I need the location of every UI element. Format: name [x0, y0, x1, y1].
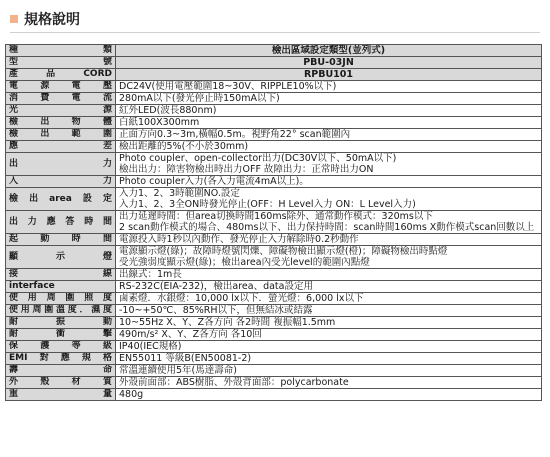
spec-label: 檢出物體 — [6, 117, 116, 129]
spec-label: 出力應答時間 — [6, 211, 116, 234]
spec-label: 入力 — [6, 176, 116, 188]
spec-row — [6, 117, 542, 129]
section-title: 規格說明 — [24, 12, 80, 28]
spec-value — [116, 188, 542, 211]
spec-value-line: 外殼前面部：ABS樹脂、外殼背面部：polycarbonate — [119, 377, 349, 388]
spec-label: 產品CORD — [6, 69, 116, 81]
spec-row — [6, 69, 542, 81]
spec-label: 耐振動 — [6, 317, 116, 329]
spec-label: 使用周圍照度 — [6, 293, 116, 305]
spec-value-line: RS-232C(EIA-232)，檢出area、data設定用 — [119, 281, 313, 292]
spec-value-line: 490m/s² X、Y、Z各方向 各10回 — [119, 329, 262, 340]
spec-label: 應差 — [6, 141, 116, 153]
spec-value-line: EN55011 等級B(EN50081-2) — [119, 353, 252, 364]
spec-value-line: 常溫連續使用5年(馬達壽命) — [119, 365, 237, 376]
spec-row — [6, 281, 542, 293]
spec-label: 消費電流 — [6, 93, 116, 105]
section-header — [10, 10, 80, 28]
spec-row — [6, 105, 542, 117]
spec-value-line: DC24V(使用電壓範圍18~30V、RIPPLE10%以下) — [119, 81, 337, 92]
spec-row — [6, 93, 542, 105]
spec-value-line: 2 scan動作模式的場合、480ms以下、出力保持時間：scan時間160ms X動作模式scan回數以上 — [119, 222, 535, 233]
spec-value-line: 紅外LED(波長880nm) — [119, 105, 217, 116]
spec-row — [6, 153, 542, 176]
spec-value — [116, 105, 542, 117]
spec-value — [116, 293, 542, 305]
spec-value-line: -10~+50℃、85%RH以下，但無結冰或結露 — [119, 305, 313, 316]
spec-value — [116, 81, 542, 93]
spec-value-line: 480g — [119, 389, 144, 400]
spec-value — [116, 341, 542, 353]
spec-row — [6, 269, 542, 281]
spec-value — [116, 129, 542, 141]
spec-table — [5, 44, 542, 401]
spec-value — [116, 365, 542, 377]
spec-value-line: 鹵素燈．水銀燈：10,000 lx以下．螢光燈：6,000 lx以下 — [119, 293, 364, 304]
spec-row — [6, 176, 542, 188]
spec-label: 壽命 — [6, 365, 116, 377]
spec-value-line: 入力1、2、3時範圍NO.設定 — [119, 188, 240, 199]
spec-row — [6, 141, 542, 153]
spec-value-line: 受光強弱度顯示燈(綠)；檢出area內受光level的範圍內點燈 — [119, 257, 370, 268]
spec-label: 出力 — [6, 153, 116, 176]
spec-value — [116, 117, 542, 129]
spec-value — [116, 153, 542, 176]
spec-row — [6, 341, 542, 353]
spec-row — [6, 293, 542, 305]
spec-row — [6, 234, 542, 246]
spec-value — [116, 269, 542, 281]
spec-value — [116, 93, 542, 105]
spec-row — [6, 305, 542, 317]
spec-row — [6, 188, 542, 211]
spec-row — [6, 377, 542, 389]
spec-row — [6, 389, 542, 401]
spec-value-line: 出線式：1m長 — [119, 269, 182, 280]
spec-label: 外殼材質 — [6, 377, 116, 389]
spec-value-line: Photo coupler入力(各入力電流4mA以上)。 — [119, 176, 309, 187]
spec-label: 顯示燈 — [6, 246, 116, 269]
spec-label: 接線 — [6, 269, 116, 281]
spec-value-line: 正面方向0.3~3m,橫幅0.5m。視野角22° scan範圍內 — [119, 129, 351, 140]
spec-label: 檢出area設定 — [6, 188, 116, 211]
spec-value-line: 電源顯示燈(綠)；故障時燈號閃爍、障礙物檢出顯示燈(橙)；障礙物檢出時點燈 — [119, 246, 448, 257]
spec-value-line: 檢出區域設定類型(並列式) — [271, 45, 386, 56]
spec-value-line: 檢出距離的5%(不小於30mm) — [119, 141, 249, 152]
spec-label: 保護等級 — [6, 341, 116, 353]
spec-label: 起動時間 — [6, 234, 116, 246]
spec-label: 電源電壓 — [6, 81, 116, 93]
spec-value-line: 檢出出力：障害物檢出時出力OFF 故障出力：正常時出力ON — [119, 164, 374, 175]
spec-label: EMI對應規格 — [6, 353, 116, 365]
spec-label: 型號 — [6, 57, 116, 69]
spec-label: 重量 — [6, 389, 116, 401]
spec-value — [116, 305, 542, 317]
spec-row — [6, 329, 542, 341]
spec-value-line: IP40(IEC規格) — [119, 341, 182, 352]
spec-value-line: 出力延遲時間：但area切換時間160ms除外、通常動作模式：320ms以下 — [119, 211, 433, 222]
spec-label: 使用周圍溫度．濕度 — [6, 305, 116, 317]
spec-value — [116, 246, 542, 269]
spec-label: interface — [6, 281, 116, 293]
spec-label: 光源 — [6, 105, 116, 117]
spec-value — [116, 45, 542, 57]
spec-value-line: RPBU101 — [303, 69, 354, 80]
spec-row — [6, 246, 542, 269]
spec-value-line: 白紙100X300mm — [119, 117, 200, 128]
spec-value-line: 電源投入時1秒以內動作、發光停止入力解除時0.2秒動作 — [119, 234, 359, 245]
spec-value — [116, 329, 542, 341]
spec-value — [116, 234, 542, 246]
spec-row — [6, 81, 542, 93]
spec-label: 檢出範圍 — [6, 129, 116, 141]
spec-value-line: PBU-03JN — [303, 57, 354, 68]
spec-row — [6, 353, 542, 365]
spec-value-line: 10~55Hz X、Y、Z各方向 各2時間 複振幅1.5mm — [119, 317, 336, 328]
header-divider — [10, 32, 540, 33]
spec-value — [116, 389, 542, 401]
spec-value — [116, 141, 542, 153]
spec-value — [116, 281, 542, 293]
spec-row — [6, 57, 542, 69]
spec-value — [116, 176, 542, 188]
spec-value — [116, 317, 542, 329]
spec-value-line: Photo coupler、open-collector出力(DC30V以下、50mA以下) — [119, 153, 397, 164]
spec-label: 耐衝擊 — [6, 329, 116, 341]
spec-label: 種類 — [6, 45, 116, 57]
spec-row — [6, 129, 542, 141]
spec-row — [6, 365, 542, 377]
spec-value — [116, 211, 542, 234]
spec-value — [116, 57, 542, 69]
spec-value — [116, 353, 542, 365]
spec-value — [116, 69, 542, 81]
spec-value-line: 280mA以下(發光停止時150mA以下) — [119, 93, 280, 104]
spec-value-line: 入力1、2、3全ON時發光停止(OFF：H Level入力 ON：L Level入力) — [119, 199, 416, 210]
section-marker-icon — [10, 15, 18, 23]
spec-row — [6, 211, 542, 234]
spec-row — [6, 45, 542, 57]
spec-value — [116, 377, 542, 389]
spec-row — [6, 317, 542, 329]
